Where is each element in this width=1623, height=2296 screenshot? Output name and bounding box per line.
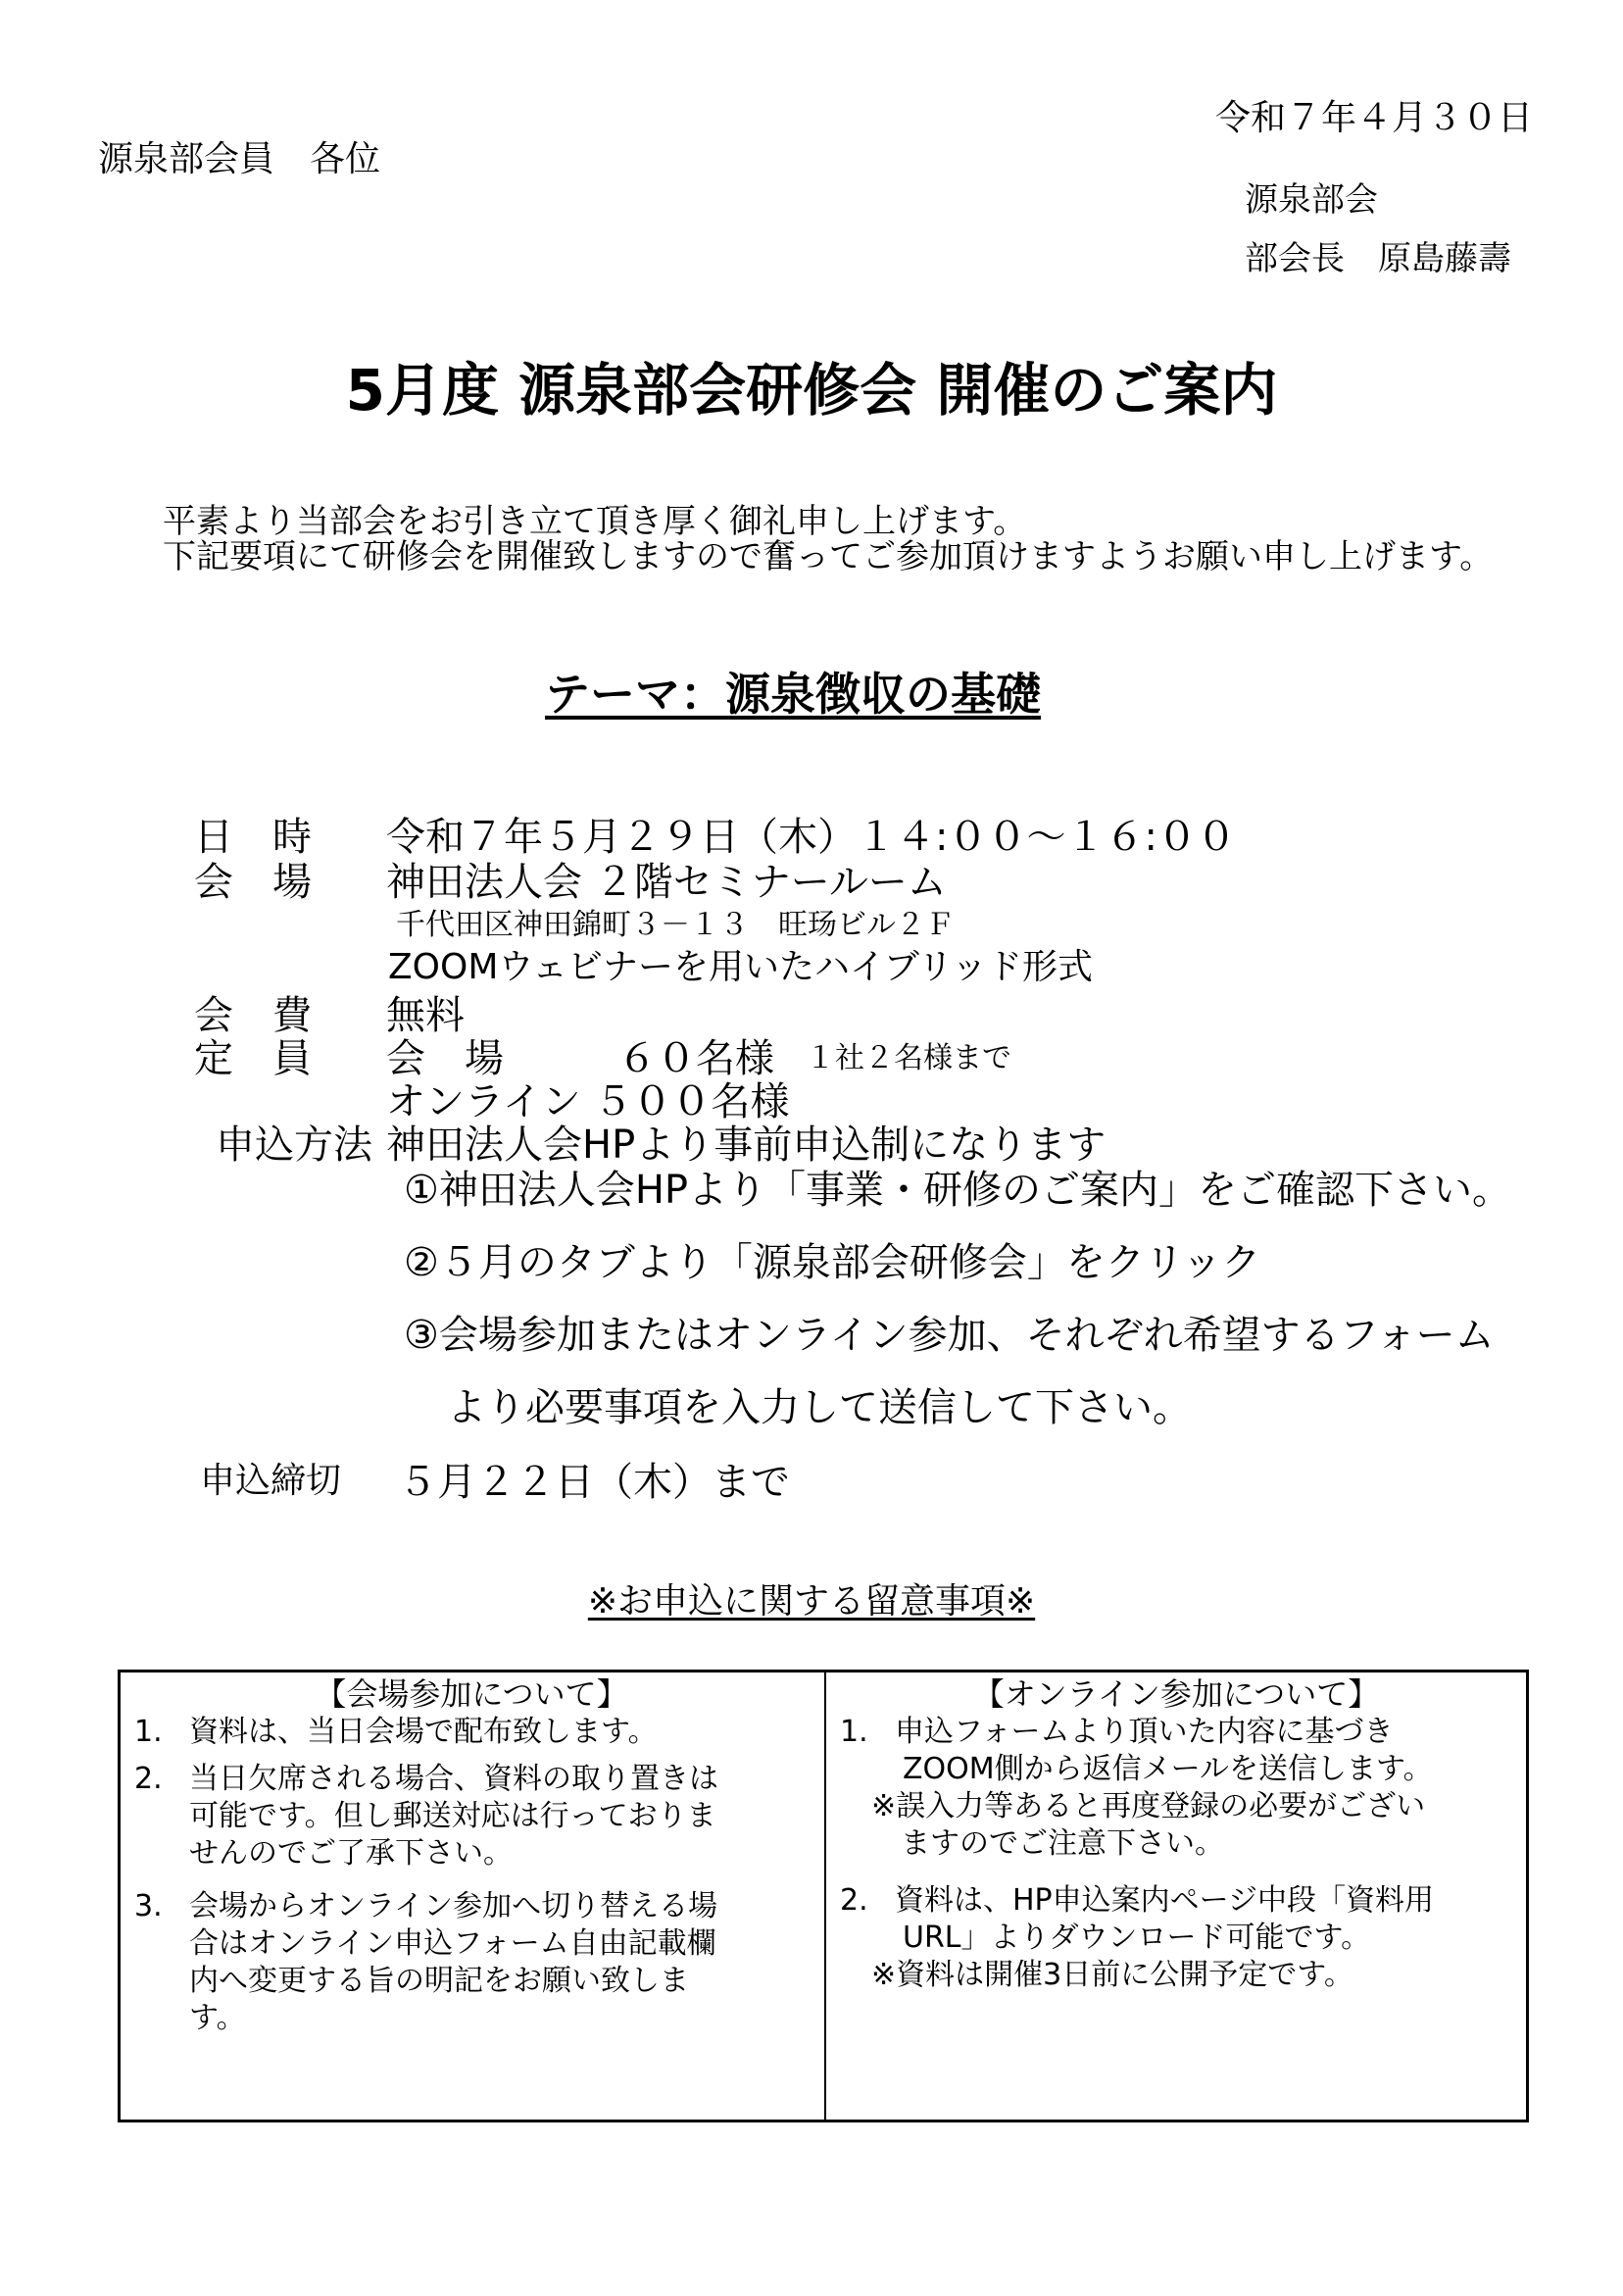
venue-note-line: 内へ変更する旨の明記をお願い致しま [189,1964,689,1998]
venue-note-text [189,1714,797,1751]
venue-note-line: 合はオンライン申込フォーム自由記載欄 [189,1926,716,1961]
deadline-label: 申込締切 [200,1461,342,1501]
venue-value: 神田法人会 ２階セミナールーム [386,860,947,905]
apply-step-2: ②５月のタブより「源泉部会研修会」をクリック [404,1240,1261,1285]
venue-note-text [189,1888,797,2037]
venue-note-number: 2. [134,1762,163,1796]
online-note-remark: ※誤入力等あると再度登録の必要がござい [871,1789,1426,1823]
fee-value: 無料 [386,993,465,1038]
venue-notes-heading: 【会場参加について】 [315,1675,628,1713]
online-note-text [871,1714,1502,1863]
sender-name: 部会長 原島藤壽 [1245,239,1511,278]
capacity-venue-note: １社２名様まで [806,1041,1011,1075]
online-note-item [826,1882,1526,2010]
apply-step-1: ①神田法人会HPより「事業・研修のご案内」をご確認下さい。 [404,1168,1512,1213]
venue-note-item [121,1888,822,2045]
venue-note-line: せんのでご了承下さい。 [189,1836,513,1871]
online-note-text [871,1882,1502,1994]
venue-note-item [121,1714,822,1761]
page-title: 5月度 源泉部会研修会 開催のご案内 [345,357,1278,424]
apply-value: 神田法人会HPより事前申込制になります [386,1123,1107,1168]
recipient: 源泉部会員 各位 [98,139,381,179]
venue-label: 会 場 [194,860,312,905]
venue-address: 千代田区神田錦町３－１３ 旺玚ビル２Ｆ [396,908,955,942]
greeting-line-2: 下記要項にて研修会を開催致しますので奮ってご参加頂けますようお願い申し上げます。 [163,537,1494,576]
datetime-value: 令和７年５月２９日（木）１４:００～１６:００ [386,815,1236,860]
venue-note-line: 会場からオンライン参加へ切り替える場 [189,1889,718,1923]
online-note-remark: ※資料は開催3日前に公開予定です。 [871,1958,1353,1992]
venue-note-line: 当日欠席される場合、資料の取り置きは [189,1762,718,1796]
online-note-line: 申込フォームより頂いた内容に基づき [895,1715,1394,1749]
online-note-number: 1. [840,1715,868,1749]
venue-notes-column [121,1672,822,2045]
sender-org: 源泉部会 [1245,180,1378,220]
venue-note-number: 3. [134,1889,163,1923]
online-note-line: 資料は、HP申込案内ページ中段「資料用 [895,1883,1435,1918]
datetime-label: 日 時 [194,815,312,860]
apply-step-3: ③会場参加またはオンライン参加、それぞれ希望するフォーム [404,1313,1495,1358]
online-notes-column [826,1672,1526,2010]
theme-heading: テーマ：源泉徴収の基礎 [545,668,1041,721]
capacity-label: 定 員 [194,1036,312,1081]
online-note-line: URL」よりダウンロード可能です。 [903,1921,1371,1955]
issue-date: 令和７年４月３０日 [1214,98,1533,138]
apply-label: 申込方法 [216,1123,372,1168]
deadline-value: ５月２２日（木）まで [398,1460,790,1505]
capacity-venue-value: ６０名様 [617,1036,774,1081]
fee-label: 会 費 [194,993,312,1038]
venue-format: ZOOMウェビナーを用いたハイブリッド形式 [388,947,1093,987]
venue-note-number: 1. [134,1715,163,1749]
apply-step-3-cont: より必要事項を入力して送信して下さい。 [447,1385,1192,1430]
capacity-online: オンライン ５００名様 [386,1079,790,1124]
online-note-item [826,1714,1526,1882]
venue-note-line: す。 [189,2001,246,2035]
notes-heading: ※お申込に関する留意事項※ [587,1581,1036,1622]
online-notes-heading: 【オンライン参加について】 [972,1675,1380,1713]
greeting-line-1: 平素より当部会をお引き立て頂き厚く御礼申し上げます。 [163,502,1027,541]
online-note-remark: ますのでご注意下さい。 [901,1826,1224,1861]
venue-note-line: 可能です。但し郵送対応は行っておりま [189,1799,716,1833]
online-note-line: ZOOM側から返信メールを送信します。 [903,1752,1433,1786]
capacity-venue-label: 会 場 [386,1036,504,1081]
venue-note-text [189,1761,797,1872]
venue-note-line: 資料は、当日会場で配布致します。 [189,1715,658,1749]
online-note-number: 2. [840,1883,868,1918]
venue-note-item [121,1761,822,1888]
notes-table [118,1670,1529,2122]
